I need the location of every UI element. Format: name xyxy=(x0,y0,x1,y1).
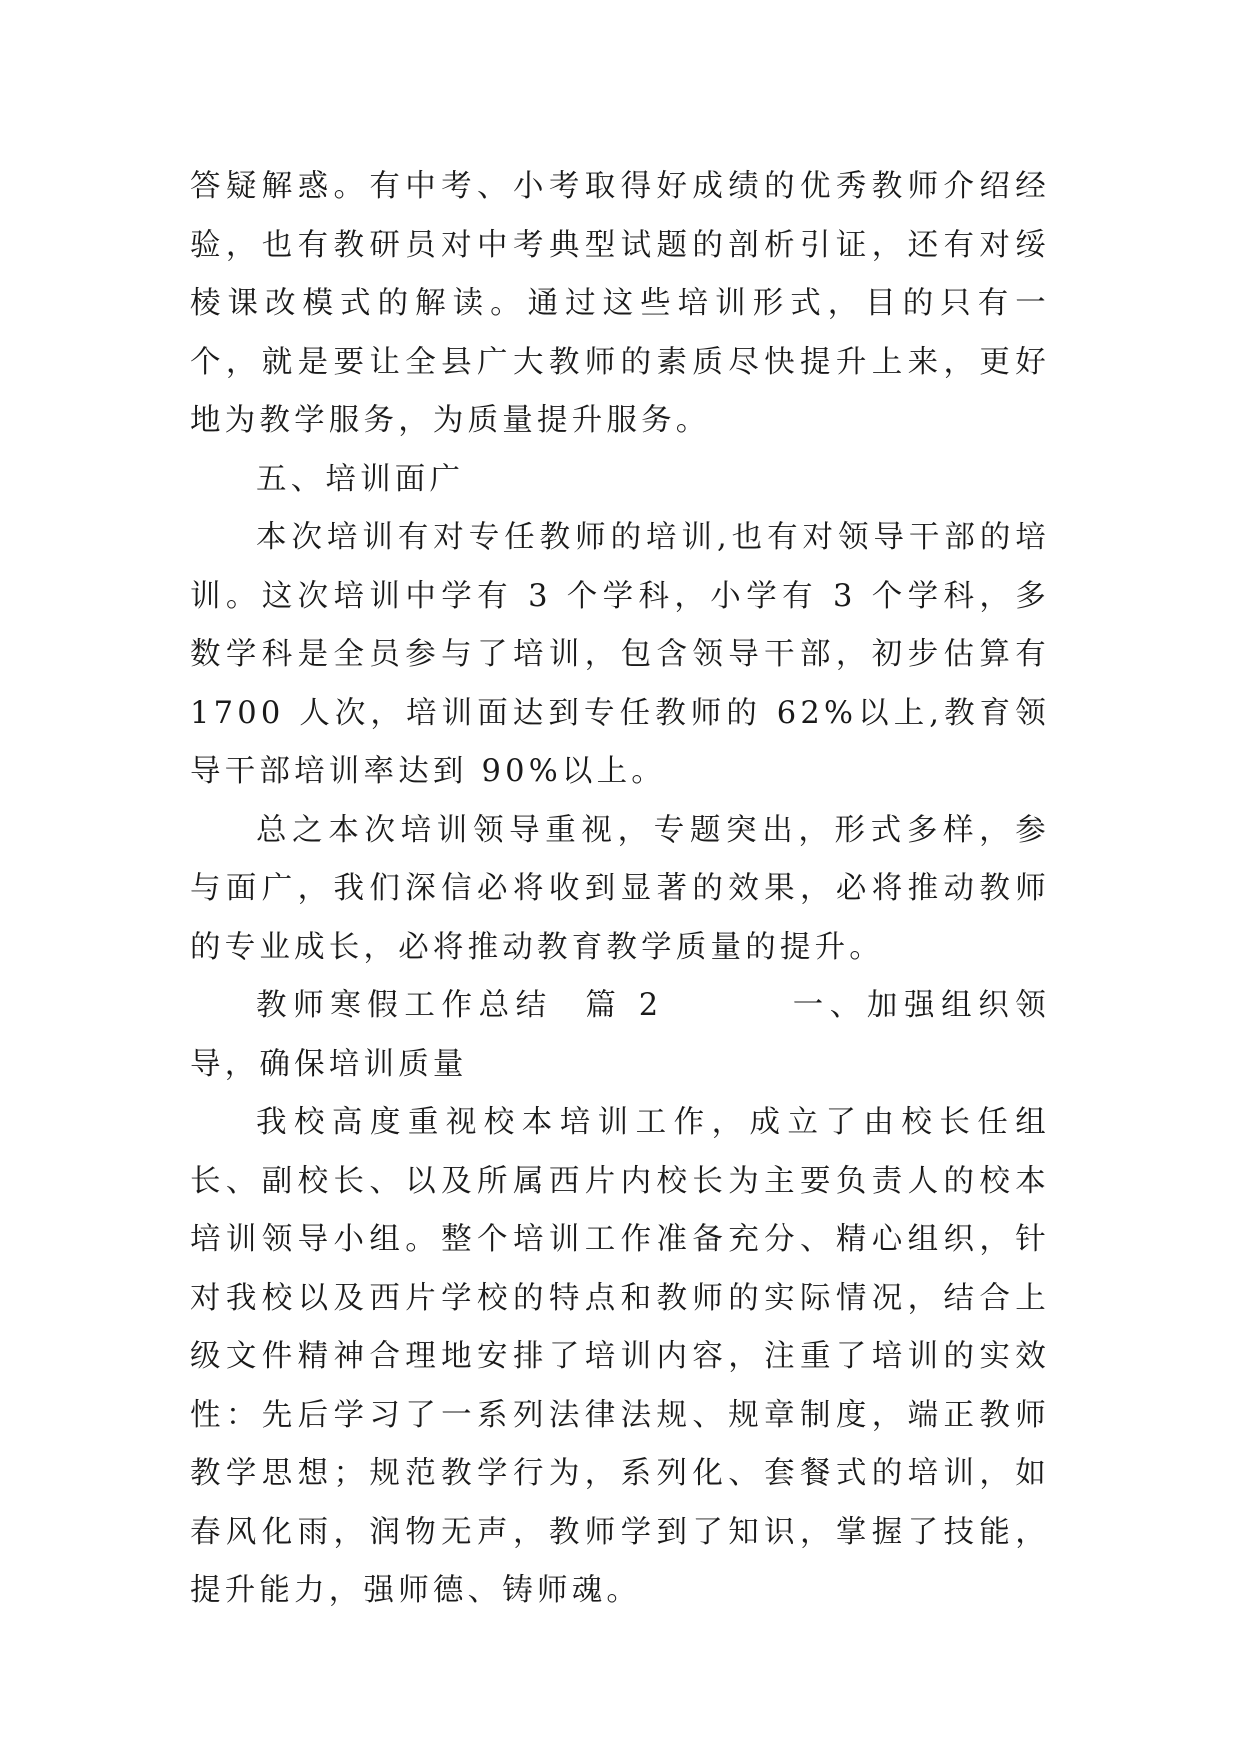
section-heading-5: 五、培训面广 xyxy=(256,461,465,497)
document-body xyxy=(190,158,1050,1621)
paragraph-conclusion: 总之本次培训领导重视，专题突出，形式多样，参与面广，我们深信必将收到显著的效果，必将推动教师的专业成长，必将推动教育教学质量的提升。 xyxy=(190,812,1050,965)
paragraph-continuation: 答疑解惑。有中考、小考取得好成绩的优秀教师介绍经验，也有教研员对中考典型试题的剖析引证，还有对绥棱课改模式的解读。通过这些培训形式，目的只有一个，就是要让全县广大教师的素质尽快提升上来，更好地为教学服务，为质量提升服务。 xyxy=(190,169,1050,438)
article-2-heading: 教师寒假工作总结 篇 2 一、加强组织领导，确保培训质量 xyxy=(190,988,1050,1082)
paragraph-training-scope: 本次培训有对专任教师的培训,也有对领导干部的培训。这次培训中学有 3 个学科，小学有 3 个学科，多数学科是全员参与了培训，包含领导干部，初步估算有 1700 人次，培训面达到专任教师的 62%以上,教育领导干部培训率达到 90%以上。 xyxy=(190,520,1050,789)
paragraph-school-training: 我校高度重视校本培训工作，成立了由校长任组长、副校长、以及所属西片内校长为主要负责人的校本培训领导小组。整个培训工作准备充分、精心组织，针对我校以及西片学校的特点和教师的实际情况，结合上级文件精神合理地安排了培训内容，注重了培训的实效性：先后学习了一系列法律法规、规章制度，端正教师教学思想；规范教学行为，系列化、套餐式的培训，如春风化雨，润物无声，教师学到了知识，掌握了技能，提升能力，强师德、铸师魂。 xyxy=(190,1105,1050,1608)
